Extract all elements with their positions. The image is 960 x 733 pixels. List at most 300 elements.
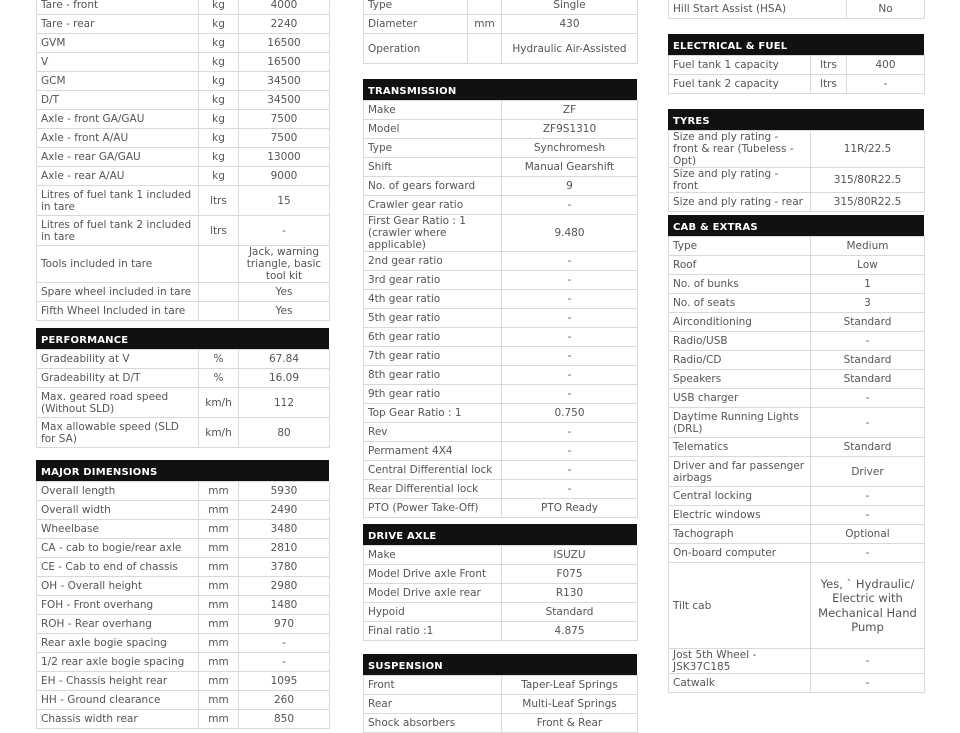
spec-row <box>364 0 638 15</box>
spec-label: Chassis width rear <box>37 710 199 729</box>
spec-row <box>364 215 638 252</box>
spec-label: Driver and far passenger airbags <box>669 457 811 487</box>
spec-unit: mm <box>199 558 239 577</box>
spec-row <box>37 520 330 539</box>
spec-row <box>364 546 638 565</box>
spec-label: D/T <box>37 91 199 110</box>
spec-row <box>364 101 638 120</box>
spec-row <box>364 120 638 139</box>
spec-value: Standard <box>811 438 925 457</box>
spec-value: - <box>502 347 638 366</box>
spec-value: 1480 <box>239 596 330 615</box>
spec-value: 0.750 <box>502 404 638 423</box>
spec-value: F075 <box>502 565 638 584</box>
spec-row <box>669 275 925 294</box>
spec-label: Operation <box>364 34 468 64</box>
spec-value: 970 <box>239 615 330 634</box>
spec-row <box>364 177 638 196</box>
spec-unit: kg <box>199 91 239 110</box>
spec-value: 2240 <box>239 15 330 34</box>
spec-value: 11R/22.5 <box>811 131 925 168</box>
transmission-section <box>363 79 637 518</box>
spec-label: ROH - Rear overhang <box>37 615 199 634</box>
spec-row <box>364 15 638 34</box>
spec-value: 850 <box>239 710 330 729</box>
spec-row <box>37 418 330 448</box>
spec-label: GCM <box>37 72 199 91</box>
spec-label: Overall length <box>37 482 199 501</box>
spec-value: - <box>811 649 925 674</box>
spec-label: 4th gear ratio <box>364 290 502 309</box>
spec-row <box>364 622 638 641</box>
spec-row <box>669 370 925 389</box>
spec-label: Size and ply rating - rear <box>669 193 811 212</box>
spec-row <box>669 438 925 457</box>
spec-label: Tare - front <box>37 0 199 15</box>
section-title: ELECTRICAL & FUEL <box>668 34 924 55</box>
spec-row <box>364 34 638 64</box>
spec-label: Final ratio :1 <box>364 622 502 641</box>
spec-label: Diameter <box>364 15 468 34</box>
spec-value: - <box>502 461 638 480</box>
spec-row <box>669 75 925 94</box>
spec-row <box>37 501 330 520</box>
spec-value: - <box>811 332 925 351</box>
spec-row <box>669 56 925 75</box>
spec-value: 34500 <box>239 72 330 91</box>
spec-label: 6th gear ratio <box>364 328 502 347</box>
spec-label: Fuel tank 2 capacity <box>669 75 811 94</box>
spec-row <box>669 168 925 193</box>
spec-value: - <box>502 385 638 404</box>
spec-row <box>37 615 330 634</box>
spec-label: Crawler gear ratio <box>364 196 502 215</box>
spec-label: Make <box>364 101 502 120</box>
section-title: SUSPENSION <box>363 654 637 675</box>
spec-value: - <box>811 544 925 563</box>
spec-value: Low <box>811 256 925 275</box>
spec-row <box>37 91 330 110</box>
spec-value: Hydraulic Air-Assisted <box>502 34 638 64</box>
spec-row <box>364 423 638 442</box>
spec-label: On-board computer <box>669 544 811 563</box>
tyres-section <box>668 109 924 212</box>
section-title: PERFORMANCE <box>36 328 329 349</box>
spec-value: 5930 <box>239 482 330 501</box>
spec-value: Yes <box>239 302 330 321</box>
spec-unit: mm <box>199 539 239 558</box>
spec-value: - <box>502 252 638 271</box>
spec-label: Tilt cab <box>669 563 811 649</box>
performance-section <box>36 328 329 448</box>
spec-row <box>669 506 925 525</box>
spec-unit: kg <box>199 72 239 91</box>
spec-value: Front & Rear <box>502 714 638 733</box>
electrical-rows <box>669 56 925 94</box>
spec-unit: kg <box>199 53 239 72</box>
spec-label: Size and ply rating - front <box>669 168 811 193</box>
section-title: TYRES <box>668 109 924 130</box>
spec-label: Rear axle bogie spacing <box>37 634 199 653</box>
spec-row <box>37 72 330 91</box>
spec-value: 13000 <box>239 148 330 167</box>
spec-value: ZF <box>502 101 638 120</box>
spec-row <box>37 216 330 246</box>
spec-row <box>364 442 638 461</box>
spec-value: - <box>502 480 638 499</box>
spec-row <box>364 499 638 518</box>
spec-label: Fifth Wheel Included in tare <box>37 302 199 321</box>
spec-row <box>669 389 925 408</box>
spec-label: USB charger <box>669 389 811 408</box>
spec-label: Max. geared road speed (Without SLD) <box>37 388 199 418</box>
spec-unit: kg <box>199 15 239 34</box>
spec-label: V <box>37 53 199 72</box>
spec-row <box>37 302 330 321</box>
spec-label: Catwalk <box>669 674 811 693</box>
spec-value: 400 <box>847 56 925 75</box>
cab-section <box>668 215 924 693</box>
spec-label: Model Drive axle Front <box>364 565 502 584</box>
spec-unit: km/h <box>199 418 239 448</box>
spec-row <box>37 283 330 302</box>
spec-row <box>37 15 330 34</box>
spec-label: GVM <box>37 34 199 53</box>
spec-row <box>37 246 330 283</box>
spec-value: - <box>502 366 638 385</box>
spec-label: 2nd gear ratio <box>364 252 502 271</box>
spec-value: ISUZU <box>502 546 638 565</box>
spec-unit: kg <box>199 129 239 148</box>
spec-value: Standard <box>811 351 925 370</box>
spec-row <box>37 148 330 167</box>
spec-value: Medium <box>811 237 925 256</box>
spec-value: 16500 <box>239 34 330 53</box>
spec-row <box>669 674 925 693</box>
spec-row <box>364 385 638 404</box>
spec-value: 430 <box>502 15 638 34</box>
spec-label: PTO (Power Take-Off) <box>364 499 502 518</box>
spec-value: Standard <box>811 313 925 332</box>
spec-value: - <box>811 389 925 408</box>
spec-row <box>364 252 638 271</box>
performance-rows <box>37 350 330 448</box>
spec-value: 1 <box>811 275 925 294</box>
spec-value: 4000 <box>239 0 330 15</box>
spec-value: 9.480 <box>502 215 638 252</box>
suspension-rows <box>364 676 638 733</box>
spec-label: Gradeability at V <box>37 350 199 369</box>
spec-unit: mm <box>199 634 239 653</box>
spec-row <box>669 313 925 332</box>
spec-row <box>669 457 925 487</box>
spec-value: Multi-Leaf Springs <box>502 695 638 714</box>
spec-label: No. of seats <box>669 294 811 313</box>
spec-value: 2490 <box>239 501 330 520</box>
spec-value: - <box>502 290 638 309</box>
spec-unit: mm <box>199 482 239 501</box>
spec-row <box>669 237 925 256</box>
spec-value: 1095 <box>239 672 330 691</box>
spec-row <box>669 351 925 370</box>
dimensions-rows <box>37 482 330 729</box>
spec-label: Hill Start Assist (HSA) <box>669 0 847 19</box>
spec-label: Central locking <box>669 487 811 506</box>
spec-row <box>364 328 638 347</box>
dimensions-section <box>36 460 329 729</box>
spec-unit: ltrs <box>199 186 239 216</box>
spec-unit: kg <box>199 148 239 167</box>
spec-value: - <box>502 271 638 290</box>
spec-value: 67.84 <box>239 350 330 369</box>
spec-value: 9 <box>502 177 638 196</box>
spec-label: Rear Differential lock <box>364 480 502 499</box>
spec-label: Permament 4X4 <box>364 442 502 461</box>
spec-unit: kg <box>199 110 239 129</box>
spec-unit: % <box>199 369 239 388</box>
spec-row <box>37 596 330 615</box>
spec-value: Driver <box>811 457 925 487</box>
hsa-table <box>668 0 924 19</box>
spec-value: - <box>811 506 925 525</box>
spec-row <box>669 256 925 275</box>
spec-label: Tachograph <box>669 525 811 544</box>
spec-label: Type <box>364 139 502 158</box>
spec-row <box>37 388 330 418</box>
spec-unit: ltrs <box>199 216 239 246</box>
spec-label: Speakers <box>669 370 811 389</box>
spec-unit: mm <box>468 15 502 34</box>
spec-label: Rear <box>364 695 502 714</box>
cab-rows <box>669 237 925 693</box>
spec-row <box>364 603 638 622</box>
spec-label: Electric windows <box>669 506 811 525</box>
spec-value: Synchromesh <box>502 139 638 158</box>
spec-row <box>364 271 638 290</box>
spec-unit <box>199 302 239 321</box>
spec-row <box>364 309 638 328</box>
spec-row <box>37 369 330 388</box>
spec-row <box>669 131 925 168</box>
hsa-rows <box>669 0 925 19</box>
weights-table <box>36 0 329 321</box>
spec-value: - <box>239 216 330 246</box>
spec-label: Daytime Running Lights (DRL) <box>669 408 811 438</box>
spec-value: 34500 <box>239 91 330 110</box>
spec-row <box>37 672 330 691</box>
spec-value: PTO Ready <box>502 499 638 518</box>
drive-axle-section <box>363 524 637 641</box>
spec-row <box>364 676 638 695</box>
spec-label: Axle - front A/AU <box>37 129 199 148</box>
spec-label: Max allowable speed (SLD for SA) <box>37 418 199 448</box>
spec-label: Axle - front GA/GAU <box>37 110 199 129</box>
spec-label: Telematics <box>669 438 811 457</box>
spec-label: Top Gear Ratio : 1 <box>364 404 502 423</box>
spec-unit: ltrs <box>811 56 847 75</box>
spec-row <box>669 563 925 649</box>
spec-row <box>669 649 925 674</box>
spec-label: CE - Cab to end of chassis <box>37 558 199 577</box>
spec-label: Litres of fuel tank 2 included in tare <box>37 216 199 246</box>
section-title: DRIVE AXLE <box>363 524 637 545</box>
spec-label: Litres of fuel tank 1 included in tare <box>37 186 199 216</box>
spec-row <box>37 53 330 72</box>
spec-label: Roof <box>669 256 811 275</box>
spec-label: FOH - Front overhang <box>37 596 199 615</box>
spec-value: - <box>502 442 638 461</box>
spec-unit: mm <box>199 710 239 729</box>
spec-unit: km/h <box>199 388 239 418</box>
spec-unit <box>199 246 239 283</box>
spec-label: HH - Ground clearance <box>37 691 199 710</box>
spec-label: Fuel tank 1 capacity <box>669 56 811 75</box>
spec-row <box>669 332 925 351</box>
spec-label: Radio/CD <box>669 351 811 370</box>
spec-label: Model Drive axle rear <box>364 584 502 603</box>
spec-value: No <box>847 0 925 19</box>
spec-label: Type <box>364 0 468 15</box>
spec-row <box>364 695 638 714</box>
spec-row <box>669 544 925 563</box>
spec-value: Standard <box>811 370 925 389</box>
spec-label: No. of gears forward <box>364 177 502 196</box>
spec-value: 7500 <box>239 110 330 129</box>
spec-value: ZF9S1310 <box>502 120 638 139</box>
spec-value: 7500 <box>239 129 330 148</box>
spec-row <box>669 525 925 544</box>
spec-row <box>37 577 330 596</box>
spec-row <box>669 487 925 506</box>
spec-value: Yes <box>239 283 330 302</box>
suspension-section <box>363 654 637 733</box>
spec-label: CA - cab to bogie/rear axle <box>37 539 199 558</box>
spec-label: Tare - rear <box>37 15 199 34</box>
spec-label: Central Differential lock <box>364 461 502 480</box>
spec-value: 260 <box>239 691 330 710</box>
spec-value: 112 <box>239 388 330 418</box>
spec-unit: kg <box>199 167 239 186</box>
spec-label: Rev <box>364 423 502 442</box>
spec-row <box>364 584 638 603</box>
spec-value: 15 <box>239 186 330 216</box>
spec-row <box>37 653 330 672</box>
spec-value: 80 <box>239 418 330 448</box>
spec-row <box>37 482 330 501</box>
spec-unit <box>468 34 502 64</box>
spec-label: Airconditioning <box>669 313 811 332</box>
spec-row <box>37 34 330 53</box>
spec-label: Model <box>364 120 502 139</box>
spec-value: Optional <box>811 525 925 544</box>
spec-label: First Gear Ratio : 1 (crawler where applicable) <box>364 215 502 252</box>
spec-row <box>669 193 925 212</box>
spec-unit: mm <box>199 501 239 520</box>
spec-row <box>669 408 925 438</box>
spec-value: Taper-Leaf Springs <box>502 676 638 695</box>
spec-label: 9th gear ratio <box>364 385 502 404</box>
weights-rows <box>37 0 330 321</box>
spec-row <box>37 558 330 577</box>
spec-label: Shock absorbers <box>364 714 502 733</box>
spec-value: Manual Gearshift <box>502 158 638 177</box>
spec-row <box>364 196 638 215</box>
spec-label: Axle - rear A/AU <box>37 167 199 186</box>
spec-label: Axle - rear GA/GAU <box>37 148 199 167</box>
spec-row <box>364 347 638 366</box>
spec-value: 16.09 <box>239 369 330 388</box>
spec-value: - <box>811 674 925 693</box>
spec-label: OH - Overall height <box>37 577 199 596</box>
spec-unit: mm <box>199 596 239 615</box>
spec-label: Tools included in tare <box>37 246 199 283</box>
spec-label: 7th gear ratio <box>364 347 502 366</box>
spec-row <box>364 139 638 158</box>
section-title: MAJOR DIMENSIONS <box>36 460 329 481</box>
spec-value: 3480 <box>239 520 330 539</box>
spec-value: 2810 <box>239 539 330 558</box>
spec-row <box>364 290 638 309</box>
clutch-rows <box>364 0 638 64</box>
spec-label: EH - Chassis height rear <box>37 672 199 691</box>
spec-value: - <box>811 487 925 506</box>
spec-unit: mm <box>199 691 239 710</box>
spec-row <box>364 565 638 584</box>
spec-unit: kg <box>199 34 239 53</box>
spec-row <box>37 634 330 653</box>
spec-label: Overall width <box>37 501 199 520</box>
spec-value: 4.875 <box>502 622 638 641</box>
spec-unit: mm <box>199 520 239 539</box>
spec-label: Spare wheel included in tare <box>37 283 199 302</box>
spec-unit: mm <box>199 577 239 596</box>
electrical-section <box>668 34 924 94</box>
spec-unit: mm <box>199 615 239 634</box>
spec-value: 3 <box>811 294 925 313</box>
spec-value: Single <box>502 0 638 15</box>
section-title: CAB & EXTRAS <box>668 215 924 236</box>
spec-value: Jack, warning triangle, basic tool kit <box>239 246 330 283</box>
spec-row <box>37 350 330 369</box>
spec-value: R130 <box>502 584 638 603</box>
spec-row <box>364 480 638 499</box>
spec-value: Yes, ` Hydraulic/ Electric with Mechanical Hand Pump <box>811 563 925 649</box>
spec-value: 16500 <box>239 53 330 72</box>
spec-value: Standard <box>502 603 638 622</box>
spec-label: Wheelbase <box>37 520 199 539</box>
spec-value: 3780 <box>239 558 330 577</box>
spec-value: 9000 <box>239 167 330 186</box>
tyres-rows <box>669 131 925 212</box>
spec-unit: mm <box>199 653 239 672</box>
spec-row <box>364 158 638 177</box>
spec-row <box>37 691 330 710</box>
spec-row <box>37 710 330 729</box>
spec-label: 1/2 rear axle bogie spacing <box>37 653 199 672</box>
spec-label: 5th gear ratio <box>364 309 502 328</box>
clutch-table <box>363 0 637 64</box>
spec-row <box>37 129 330 148</box>
spec-unit: ltrs <box>811 75 847 94</box>
spec-value: - <box>502 423 638 442</box>
spec-row <box>37 186 330 216</box>
spec-label: 8th gear ratio <box>364 366 502 385</box>
spec-unit: kg <box>199 0 239 15</box>
spec-label: Radio/USB <box>669 332 811 351</box>
spec-label: 3rd gear ratio <box>364 271 502 290</box>
spec-row <box>37 110 330 129</box>
spec-unit: mm <box>199 672 239 691</box>
